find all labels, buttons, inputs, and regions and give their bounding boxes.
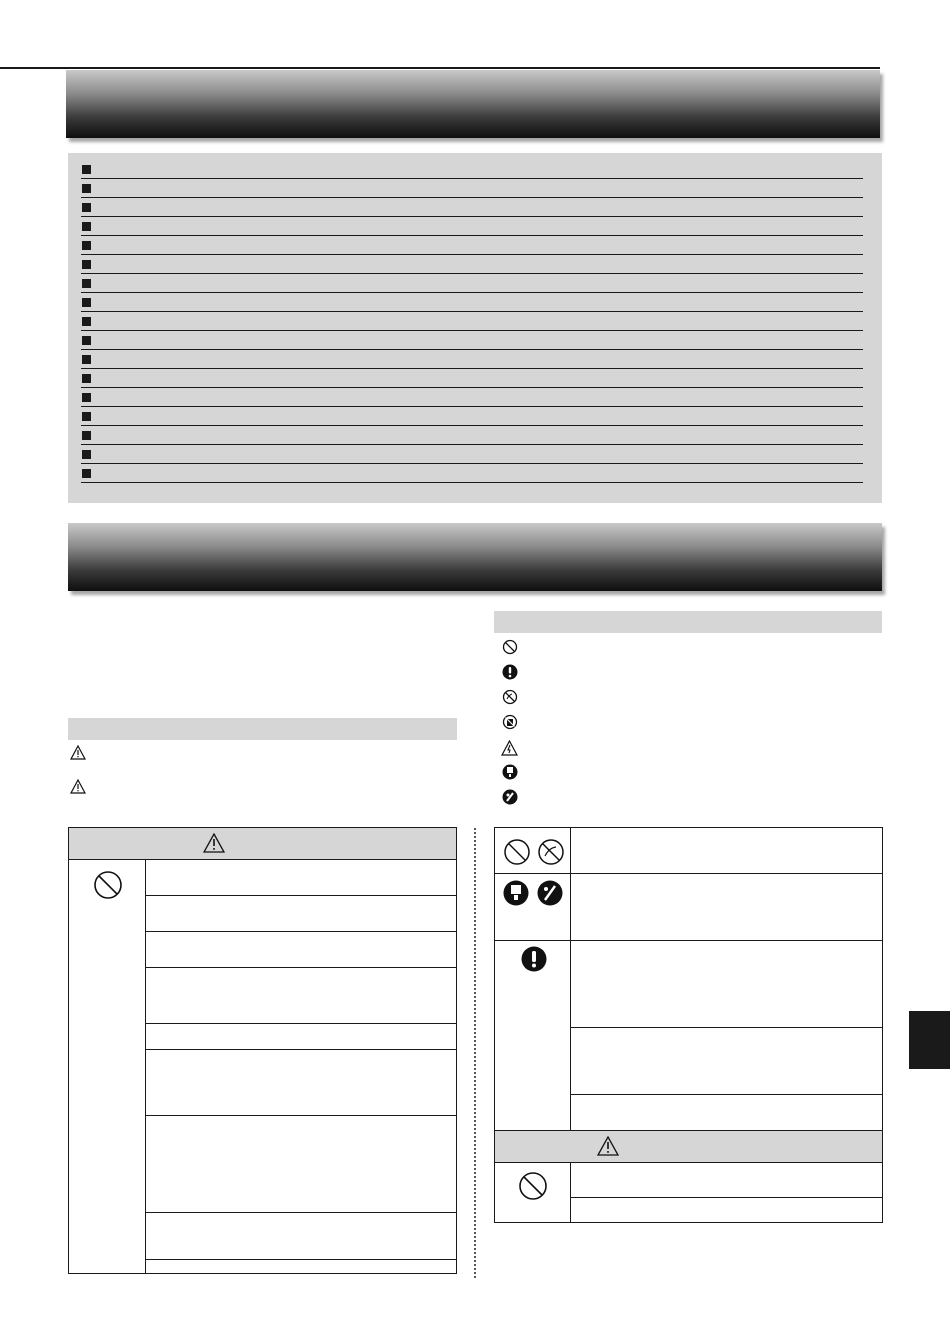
bullet-square-icon: [82, 222, 91, 231]
warning-icon-column: [69, 860, 146, 1273]
caution-header: [495, 1130, 882, 1163]
mandatory-icon: [521, 946, 547, 972]
bullet-square-icon: [82, 260, 91, 269]
warning-row: [146, 1049, 456, 1050]
bullet-square-icon: [82, 241, 91, 250]
toc-row[interactable]: [81, 216, 863, 236]
section-banner-safety: [68, 523, 882, 591]
bullet-square-icon: [82, 317, 91, 326]
toc-row[interactable]: [81, 159, 863, 179]
intro-text: [68, 612, 456, 702]
section-banner-contents: [66, 70, 880, 138]
warning-triangle-icon: [70, 745, 86, 760]
warning-row: [146, 1259, 456, 1260]
prohibited-icon: [93, 870, 123, 900]
section-side-tab: [909, 1011, 950, 1069]
toc-row[interactable]: [81, 463, 863, 483]
column-divider: [474, 828, 476, 1278]
toc-row[interactable]: [81, 368, 863, 388]
no-wet-hands-icon: [502, 689, 518, 705]
toc-row[interactable]: [81, 235, 863, 255]
toc-row[interactable]: [81, 197, 863, 217]
bullet-square-icon: [82, 184, 91, 193]
toc-row[interactable]: [81, 349, 863, 369]
warning-row: [146, 967, 456, 968]
toc-row[interactable]: [81, 425, 863, 445]
table-row: [495, 873, 882, 874]
bullet-square-icon: [82, 279, 91, 288]
table-row: [571, 1027, 882, 1028]
table-row: [571, 1094, 882, 1095]
unplug-icon: [502, 764, 518, 780]
ground-icon: [537, 880, 563, 906]
toc-row[interactable]: [81, 444, 863, 464]
toc-row[interactable]: [81, 254, 863, 274]
bullet-square-icon: [82, 469, 91, 478]
warning-table-right: [494, 827, 883, 1223]
bullet-square-icon: [82, 355, 91, 364]
bullet-square-icon: [82, 450, 91, 459]
contents-panel: [68, 153, 882, 503]
caution-triangle-icon: [70, 779, 86, 794]
unplug-icon: [503, 880, 529, 906]
bullet-square-icon: [82, 431, 91, 440]
toc-row[interactable]: [81, 311, 863, 331]
prohibited-icon: [518, 1171, 548, 1201]
table-row: [495, 940, 882, 941]
toc-row[interactable]: [81, 387, 863, 407]
bullet-square-icon: [82, 336, 91, 345]
warning-table: [68, 827, 457, 1274]
no-water-icon: [502, 714, 518, 730]
warning-triangle-icon: [203, 833, 225, 853]
toc-row[interactable]: [81, 330, 863, 350]
bullet-square-icon: [82, 203, 91, 212]
warning-row: [146, 895, 456, 896]
bullet-square-icon: [82, 298, 91, 307]
toc-row[interactable]: [81, 292, 863, 312]
prohibited-icon: [502, 639, 518, 655]
toc-row[interactable]: [81, 273, 863, 293]
warning-row: [146, 1115, 456, 1116]
warning-row: [146, 931, 456, 932]
electric-shock-icon: [501, 740, 518, 756]
warning-row: [146, 1023, 456, 1024]
mandatory-icon: [502, 664, 518, 680]
symbols-header-bar: [494, 611, 882, 633]
toc-row[interactable]: [81, 406, 863, 426]
warning-table-header: [69, 828, 456, 860]
bullet-square-icon: [82, 412, 91, 421]
top-rule: [0, 67, 880, 69]
no-wet-hands-icon: [537, 838, 565, 866]
bullet-square-icon: [82, 165, 91, 174]
warning-row: [146, 1212, 456, 1213]
bullet-square-icon: [82, 374, 91, 383]
bullet-square-icon: [82, 393, 91, 402]
caution-icon-column: [495, 1163, 571, 1222]
caution-triangle-icon: [597, 1136, 619, 1156]
table-row: [571, 1197, 882, 1198]
marks-header-bar: [68, 718, 457, 740]
prohibited-icon: [503, 838, 531, 866]
ground-icon: [502, 789, 518, 805]
toc-row[interactable]: [81, 178, 863, 198]
